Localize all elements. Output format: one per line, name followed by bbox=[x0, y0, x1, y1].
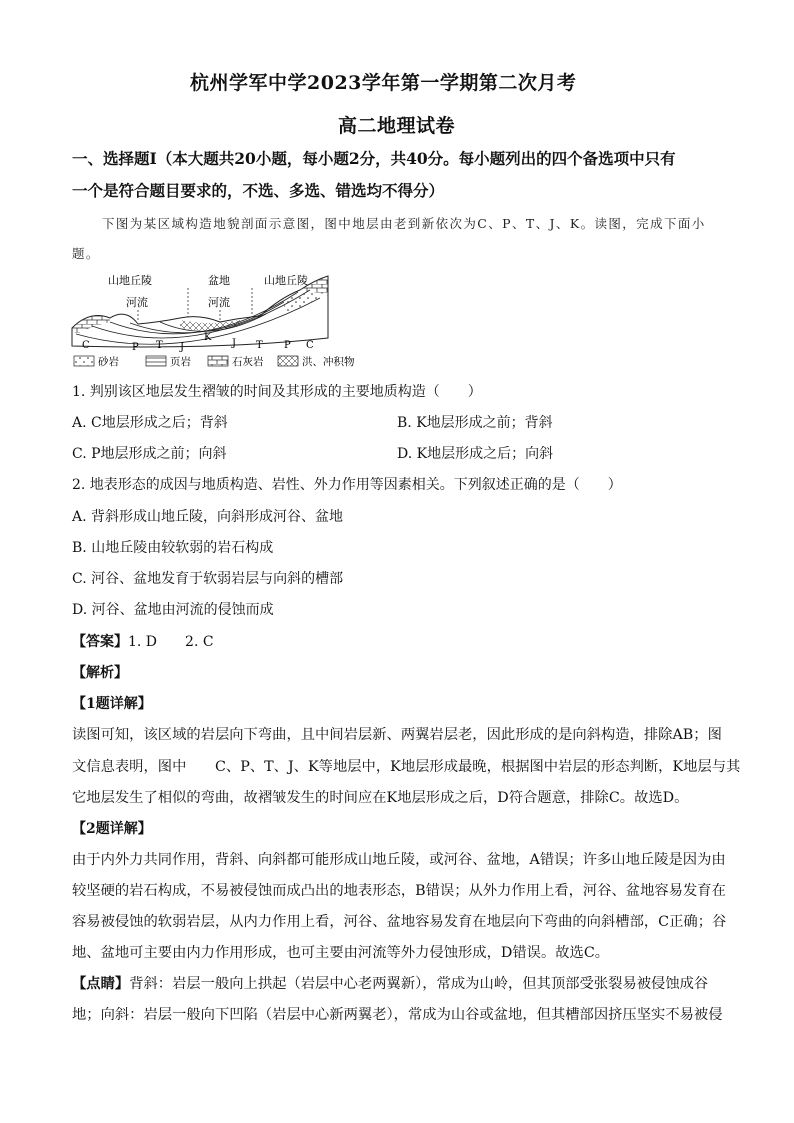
intro-line1: 下图为某区域构造地貌剖面示意图，图中地层由老到新依次为C、P、T、J、K。读图，完成下面小 bbox=[102, 216, 706, 231]
exam-title: 杭州学军中学2023学年第一学期第二次月考 bbox=[190, 72, 577, 94]
label-river-mid: 河流 bbox=[208, 296, 230, 309]
section-heading-line1: 一、选择题Ⅰ（本大题共20小题，每小题2分，共40分。每小题列出的四个备选项中只有 bbox=[72, 149, 676, 168]
cross-section-figure bbox=[70, 268, 370, 372]
stratum-label: T bbox=[156, 340, 163, 351]
label-basin: 盆地 bbox=[208, 274, 230, 287]
answer-label: 【答案】 bbox=[72, 634, 128, 650]
q2-option-c: C. 河谷、盆地发育于软弱岩层与向斜的槽部 bbox=[72, 571, 344, 587]
stratum-label: C bbox=[306, 340, 314, 351]
detail1-line: 它地层发生了相似的弯曲，故褶皱发生的时间应在K地层形成之后，D符合题意，排除C。故选D。 bbox=[72, 790, 689, 806]
stratum-label: J bbox=[232, 338, 237, 349]
legend-label-sandstone: 砂岩 bbox=[98, 356, 119, 368]
tip-label: 【点睛】 bbox=[72, 976, 130, 992]
detail2-line: 容易被侵蚀的软弱岩层，从内力作用上看，河谷、盆地容易发育在地层向下弯曲的向斜槽部，C正确；谷 bbox=[72, 914, 727, 930]
subject-title: 高二地理试卷 bbox=[338, 115, 456, 137]
detail1-line: 文信息表明，图中 C、P、T、J、K等地层中，K地层形成最晚，根据图中岩层的形态判断，K地层与其 bbox=[72, 759, 741, 775]
section-heading-line2: 一个是符合题目要求的，不选、多选、错选均不得分） bbox=[72, 181, 445, 200]
legend bbox=[74, 355, 355, 368]
detail2-line: 地、盆地可主要由内力作用形成，也可主要由河流等外力侵蚀形成，D错误。故选C。 bbox=[72, 945, 610, 961]
stratum-label: P bbox=[132, 342, 139, 353]
detail1-label: 【1题详解】 bbox=[72, 696, 152, 712]
alluvium-icon bbox=[278, 356, 298, 366]
detail2-line: 由于内外力共同作用，背斜、向斜都可能形成山地丘陵，或河谷、盆地，A错误；许多山地丘陵是因为由 bbox=[72, 852, 726, 868]
stratum-label: C bbox=[82, 340, 90, 351]
q2-option-d: D. 河谷、盆地由河流的侵蚀而成 bbox=[72, 602, 274, 618]
tip-line-1 bbox=[72, 973, 708, 993]
stratum-label: K bbox=[204, 332, 212, 343]
q1-option-b: B. K地层形成之前；背斜 bbox=[397, 415, 553, 431]
stratum-label: J bbox=[180, 342, 185, 353]
stratum-label: P bbox=[284, 340, 291, 351]
detail2-label: 【2题详解】 bbox=[72, 821, 152, 837]
q2-option-a: A. 背斜形成山地丘陵，向斜形成河谷、盆地 bbox=[72, 509, 344, 525]
q2-stem: 2. 地表形态的成因与地质构造、岩性、外力作用等因素相关。下列叙述正确的是（ ） bbox=[72, 477, 622, 493]
q1-stem: 1. 判别该区地层发生褶皱的时间及其形成的主要地质构造（ ） bbox=[72, 384, 482, 400]
detail2-line: 较坚硬的岩石构成，不易被侵蚀而成凸出的地表形态，B错误；从外力作用上看，河谷、盆地容易发育在 bbox=[72, 883, 726, 899]
stratum-label: T bbox=[256, 340, 263, 351]
label-left-mountain: 山地丘陵 bbox=[108, 274, 152, 287]
q1-option-d: D. K地层形成之后；向斜 bbox=[397, 446, 554, 462]
legend-label-limestone: 石灰岩 bbox=[232, 356, 264, 368]
q2-option-b: B. 山地丘陵由较软弱的岩石构成 bbox=[72, 540, 274, 556]
q1-option-a: A. C地层形成之后；背斜 bbox=[72, 415, 228, 431]
answer-line bbox=[72, 631, 214, 651]
tip-line-2: 地；向斜：岩层一般向下凹陷（岩层中心新两翼老），常成为山谷或盆地，但其槽部因挤压坚实不易被侵 bbox=[72, 1007, 723, 1023]
detail1-line: 读图可知，该区域的岩层向下弯曲，且中间岩层新、两翼岩层老，因此形成的是向斜构造，排除AB；图 bbox=[72, 727, 722, 743]
answer-values: 1. D 2. C bbox=[128, 634, 214, 650]
label-right-mountain: 山地丘陵 bbox=[264, 274, 308, 287]
label-river-left: 河流 bbox=[126, 296, 148, 309]
shale-icon bbox=[146, 356, 166, 366]
legend-label-shale: 页岩 bbox=[170, 356, 191, 368]
tip-text: 背斜：岩层一般向上拱起（岩层中心老两翼新），常成为山岭，但其顶部受张裂易被侵蚀成谷 bbox=[129, 976, 709, 992]
intro-line2: 题。 bbox=[72, 246, 100, 261]
limestone-icon bbox=[208, 356, 228, 366]
analysis-label: 【解析】 bbox=[72, 665, 128, 681]
legend-label-alluvium: 洪、冲积物 bbox=[302, 356, 355, 368]
sandstone-icon bbox=[74, 356, 94, 366]
q1-option-c: C. P地层形成之前；向斜 bbox=[72, 446, 227, 462]
